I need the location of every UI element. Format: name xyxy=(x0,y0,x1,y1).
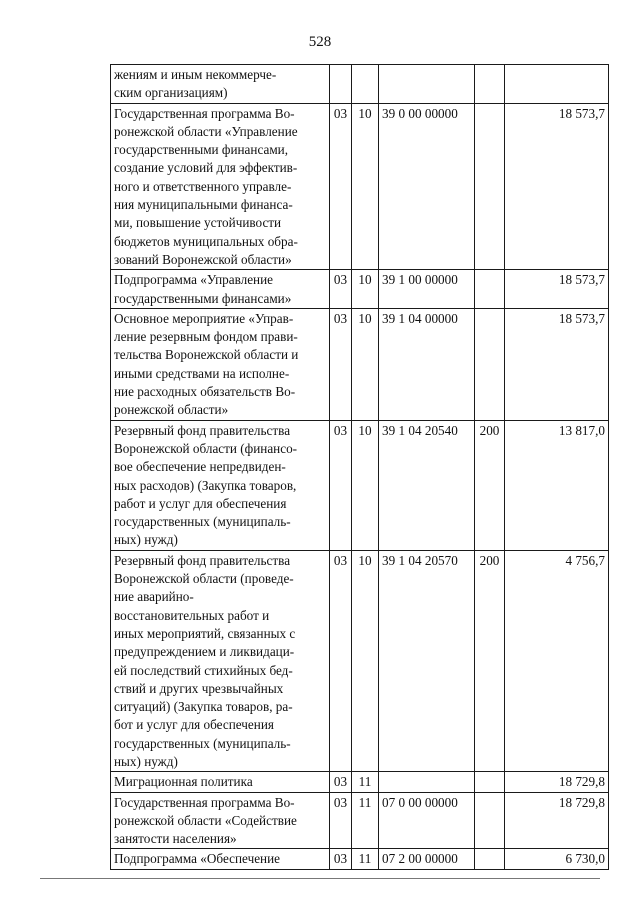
target-article-cell: 39 1 04 20540 xyxy=(379,420,475,550)
subsection-code-cell: 11 xyxy=(352,792,379,849)
item-name-cell: Государственная программа Во- ронежской области «Содействие занятости населения» xyxy=(111,792,330,849)
amount-cell: 18 729,8 xyxy=(505,772,609,792)
section-code-cell: 03 xyxy=(330,270,352,309)
expense-type-cell: 200 xyxy=(475,550,505,772)
item-name-cell: Подпрограмма «Управление государственными финансами» xyxy=(111,270,330,309)
section-code-cell: 03 xyxy=(330,772,352,792)
item-name-cell: Основное мероприятие «Управ- ление резервным фондом прави- тельства Воронежской области и иными средствами на исполне- ние расходных обязательств Во- ронежской области» xyxy=(111,308,330,420)
item-name-cell: Миграционная политика xyxy=(111,772,330,792)
table-row xyxy=(111,103,609,270)
subsection-code-cell: 11 xyxy=(352,772,379,792)
table-row xyxy=(111,65,609,104)
item-name-cell: Подпрограмма «Обеспечение xyxy=(111,849,330,869)
amount-cell: 18 729,8 xyxy=(505,792,609,849)
section-code-cell: 03 xyxy=(330,308,352,420)
item-name-cell: Государственная программа Во- ронежской области «Управление государственными финансами, создание условий для эффектив- ного и ответственного управле- ния муниципальными финанса- ми, повышение устойчивости бюджетов муниципальных обра- зований Воронежской области» xyxy=(111,103,330,270)
section-code-cell: 03 xyxy=(330,103,352,270)
bottom-divider xyxy=(40,878,600,879)
table-row xyxy=(111,849,609,869)
item-name-cell: Резервный фонд правительства Воронежской области (финансо- вое обеспечение непредвиден- ных расходов) (Закупка товаров, работ и услуг для обеспечения государственных (муниципаль- ных) нужд) xyxy=(111,420,330,550)
budget-table xyxy=(110,64,609,870)
page-number: 528 xyxy=(308,34,332,50)
table-row xyxy=(111,550,609,772)
target-article-cell xyxy=(379,65,475,104)
amount-cell: 13 817,0 xyxy=(505,420,609,550)
subsection-code-cell: 10 xyxy=(352,270,379,309)
subsection-code-cell xyxy=(352,65,379,104)
expense-type-cell xyxy=(475,103,505,270)
section-code-cell: 03 xyxy=(330,550,352,772)
amount-cell: 18 573,7 xyxy=(505,270,609,309)
target-article-cell: 07 2 00 00000 xyxy=(379,849,475,869)
section-code-cell: 03 xyxy=(330,849,352,869)
expense-type-cell xyxy=(475,65,505,104)
subsection-code-cell: 10 xyxy=(352,550,379,772)
table-row xyxy=(111,270,609,309)
amount-cell: 18 573,7 xyxy=(505,308,609,420)
expense-type-cell xyxy=(475,772,505,792)
expense-type-cell xyxy=(475,849,505,869)
section-code-cell: 03 xyxy=(330,420,352,550)
subsection-code-cell: 11 xyxy=(352,849,379,869)
amount-cell: 18 573,7 xyxy=(505,103,609,270)
target-article-cell: 39 1 04 20570 xyxy=(379,550,475,772)
item-name-cell: Резервный фонд правительства Воронежской области (проведе- ние аварийно- восстановительных работ и иных мероприятий, связанных с предупреждением и ликвидаци- ей последствий стихийных бед- ствий и других чрезвычайных ситуаций) (Закупка товаров, ра- бот и услуг для обеспечения государственных (муниципаль- ных) нужд) xyxy=(111,550,330,772)
expense-type-cell: 200 xyxy=(475,420,505,550)
target-article-cell: 07 0 00 00000 xyxy=(379,792,475,849)
section-code-cell xyxy=(330,65,352,104)
subsection-code-cell: 10 xyxy=(352,103,379,270)
amount-cell: 6 730,0 xyxy=(505,849,609,869)
expense-type-cell xyxy=(475,792,505,849)
table-row xyxy=(111,792,609,849)
table-row xyxy=(111,308,609,420)
target-article-cell xyxy=(379,772,475,792)
section-code-cell: 03 xyxy=(330,792,352,849)
amount-cell xyxy=(505,65,609,104)
subsection-code-cell: 10 xyxy=(352,308,379,420)
table-row xyxy=(111,420,609,550)
expense-type-cell xyxy=(475,270,505,309)
item-name-cell: жениям и иным некоммерче- ским организациям) xyxy=(111,65,330,104)
budget-table-body xyxy=(111,65,609,870)
expense-type-cell xyxy=(475,308,505,420)
target-article-cell: 39 0 00 00000 xyxy=(379,103,475,270)
target-article-cell: 39 1 00 00000 xyxy=(379,270,475,309)
subsection-code-cell: 10 xyxy=(352,420,379,550)
table-row xyxy=(111,772,609,792)
target-article-cell: 39 1 04 00000 xyxy=(379,308,475,420)
amount-cell: 4 756,7 xyxy=(505,550,609,772)
